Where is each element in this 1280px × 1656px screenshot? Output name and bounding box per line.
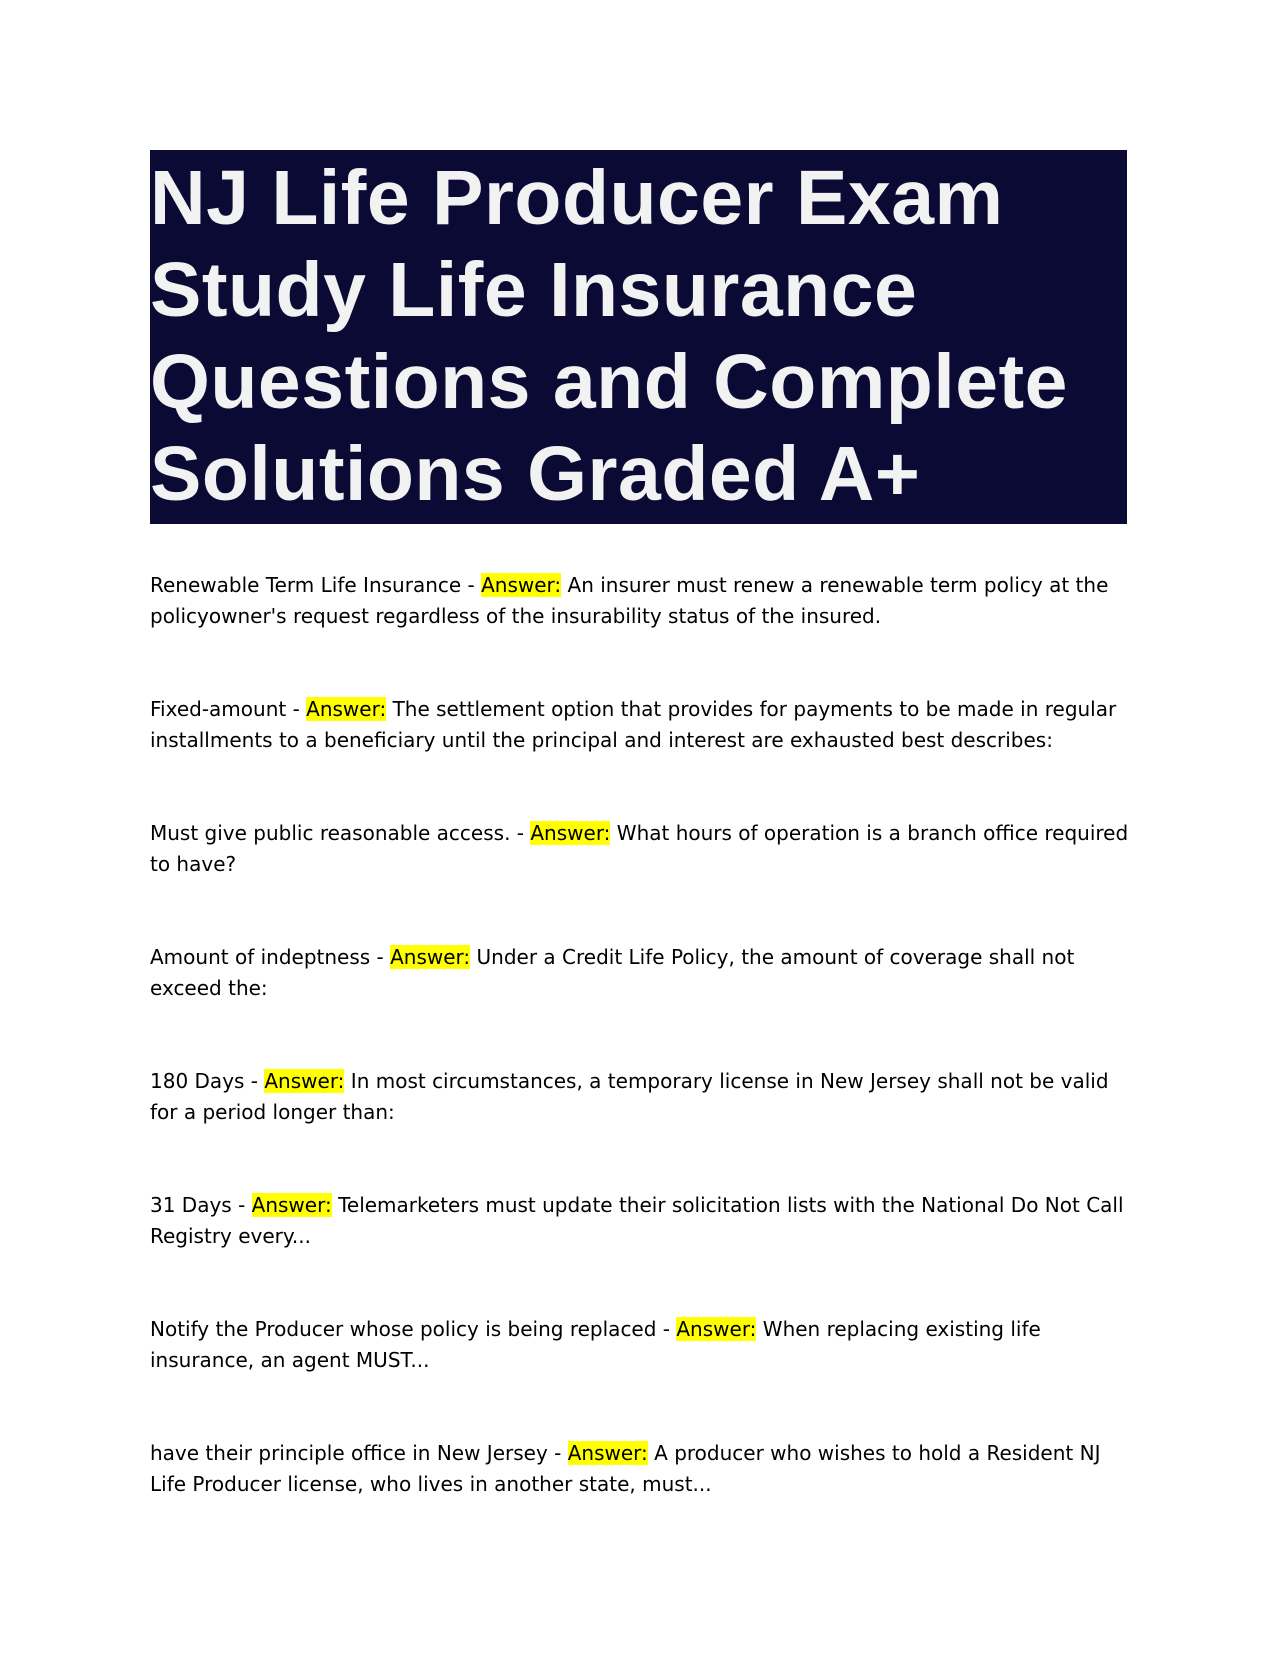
qa-text: An insurer must renew a renewable term policy at the policyowner's request regardless of the insurability status of the insured. [150,573,1109,628]
answer-label: Answer: [567,1441,648,1465]
qa-list [150,570,1130,1562]
qa-item [150,1190,1130,1314]
answer-label: Answer: [306,697,387,721]
answer-label: Answer: [530,821,611,845]
answer-label: Answer: [251,1193,332,1217]
qa-term: Notify the Producer whose policy is being replaced - [150,1317,677,1341]
answer-label: Answer: [390,945,471,969]
qa-term: have their principle office in New Jersey - [150,1441,568,1465]
qa-item [150,1438,1130,1562]
qa-item [150,694,1130,818]
qa-term: 31 Days - [150,1193,252,1217]
qa-text: The settlement option that provides for payments to be made in regular installments to a beneficiary until the principal and interest are exhausted best describes: [150,697,1117,752]
qa-text: Under a Credit Life Policy, the amount of coverage shall not exceed the: [150,945,1075,1000]
qa-text: Telemarketers must update their solicitation lists with the National Do Not Call Registry every... [150,1193,1124,1248]
answer-label: Answer: [481,573,562,597]
qa-text: In most circumstances, a temporary license in New Jersey shall not be valid for a period longer than: [150,1069,1109,1124]
qa-term: Renewable Term Life Insurance - [150,573,482,597]
document-title: NJ Life Producer Exam Study Life Insurance Questions and Complete Solutions Graded A+ [150,155,1069,517]
qa-term: Fixed-amount - [150,697,307,721]
qa-item [150,942,1130,1066]
qa-item [150,818,1130,942]
qa-term: 180 Days - [150,1069,265,1093]
qa-term: Amount of indeptness - [150,945,391,969]
qa-item [150,1066,1130,1190]
qa-text: What hours of operation is a branch office required to have? [150,821,1129,876]
title-banner [150,150,1127,524]
answer-label: Answer: [676,1317,757,1341]
answer-label: Answer: [264,1069,345,1093]
qa-item [150,570,1130,694]
qa-text: When replacing existing life insurance, an agent MUST... [150,1317,1041,1372]
qa-item [150,1314,1130,1438]
qa-text: A producer who wishes to hold a Resident NJ Life Producer license, who lives in another state, must... [150,1441,1101,1496]
qa-term: Must give public reasonable access. - [150,821,531,845]
